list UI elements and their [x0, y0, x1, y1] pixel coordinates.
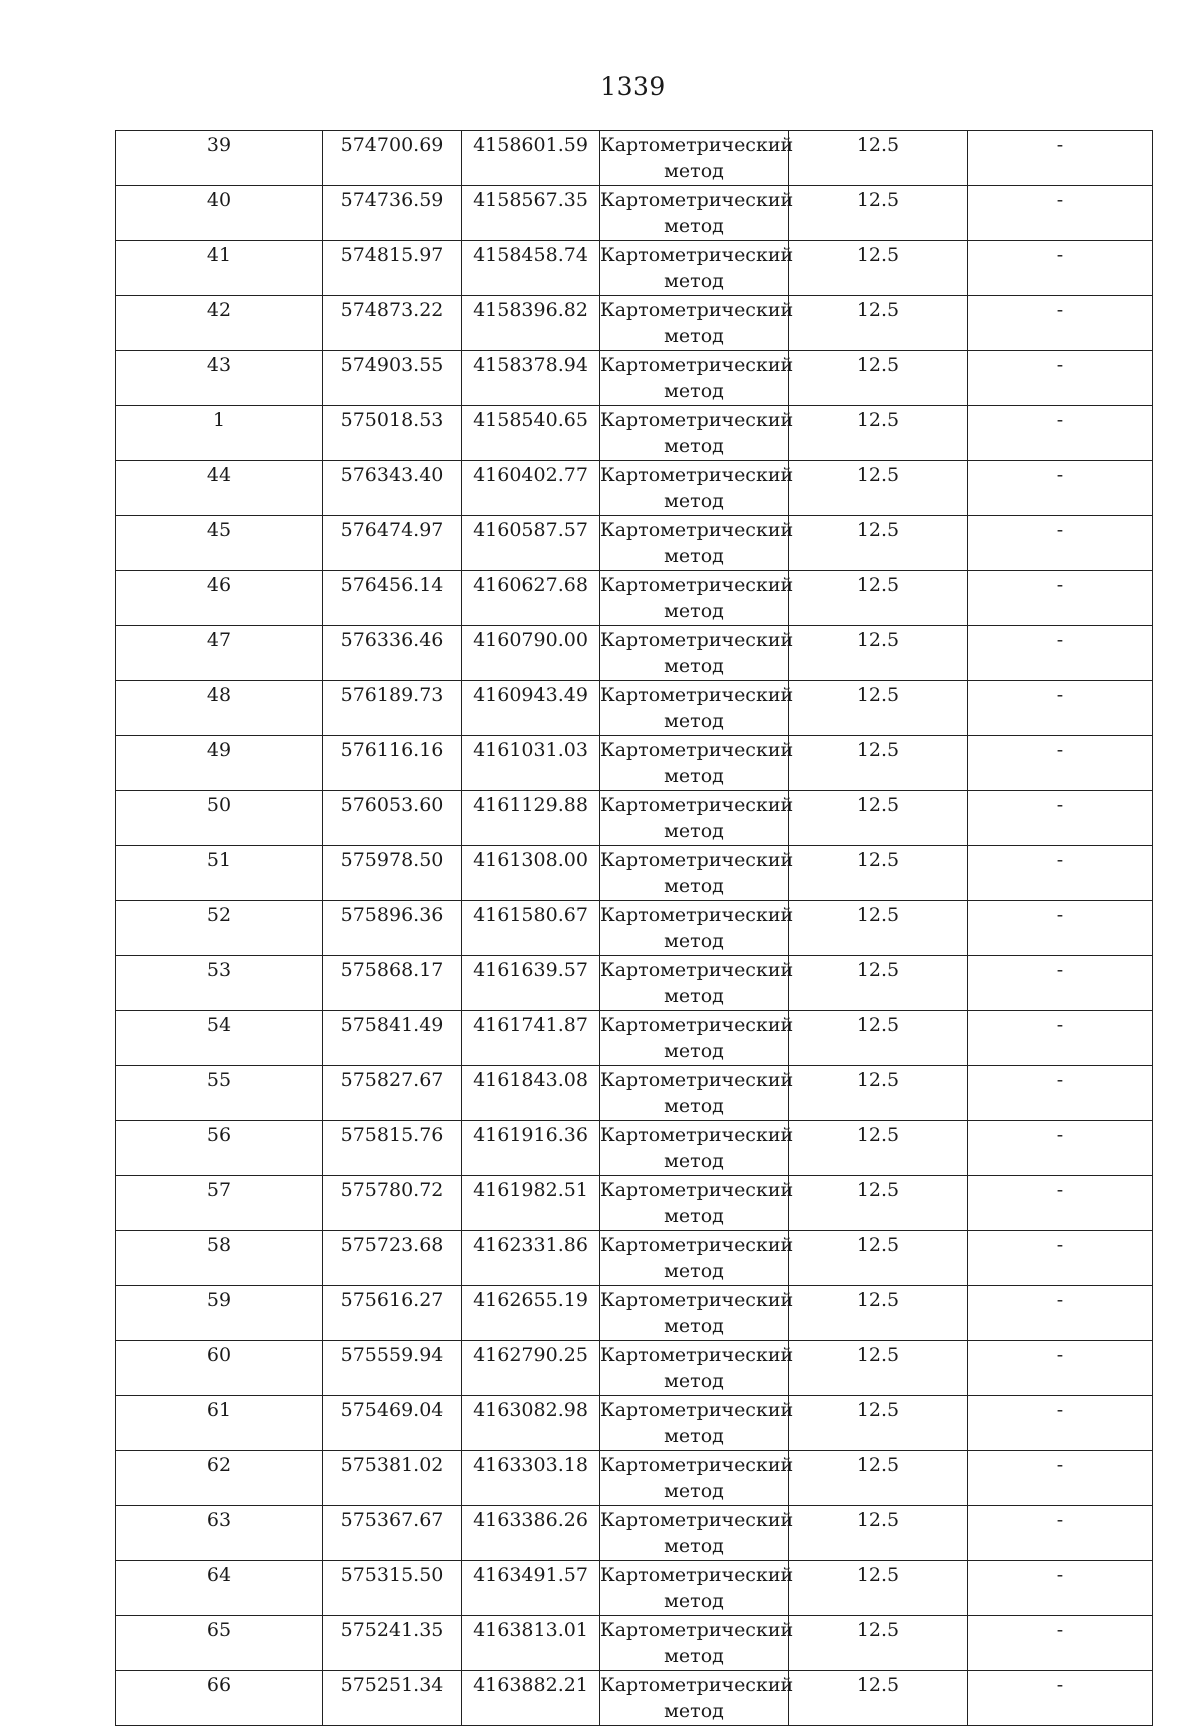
x-coordinate-cell: 575251.34	[323, 1671, 462, 1726]
note-cell: -	[968, 1396, 1153, 1451]
x-coordinate-cell: 574903.55	[323, 351, 462, 406]
method-cell: Картометрический метод	[600, 846, 789, 901]
y-coordinate-cell: 4163303.18	[462, 1451, 600, 1506]
note-cell: -	[968, 901, 1153, 956]
note-cell: -	[968, 1671, 1153, 1726]
x-coordinate-cell: 575616.27	[323, 1286, 462, 1341]
point-number-cell: 55	[116, 1066, 323, 1121]
point-number-cell: 50	[116, 791, 323, 846]
y-coordinate-cell: 4161982.51	[462, 1176, 600, 1231]
x-coordinate-cell: 574736.59	[323, 186, 462, 241]
y-coordinate-cell: 4161843.08	[462, 1066, 600, 1121]
accuracy-cell: 12.5	[789, 1286, 968, 1341]
point-number-cell: 60	[116, 1341, 323, 1396]
method-cell: Картометрический метод	[600, 736, 789, 791]
accuracy-cell: 12.5	[789, 1451, 968, 1506]
accuracy-cell: 12.5	[789, 736, 968, 791]
point-number-cell: 65	[116, 1616, 323, 1671]
x-coordinate-cell: 575815.76	[323, 1121, 462, 1176]
coordinates-table-body	[116, 131, 1153, 1726]
y-coordinate-cell: 4161129.88	[462, 791, 600, 846]
point-number-cell: 58	[116, 1231, 323, 1286]
y-coordinate-cell: 4163082.98	[462, 1396, 600, 1451]
point-number-cell: 57	[116, 1176, 323, 1231]
point-number-cell: 47	[116, 626, 323, 681]
table-row	[116, 1616, 1153, 1671]
point-number-cell: 66	[116, 1671, 323, 1726]
method-cell: Картометрический метод	[600, 1011, 789, 1066]
point-number-cell: 51	[116, 846, 323, 901]
point-number-cell: 48	[116, 681, 323, 736]
method-cell: Картометрический метод	[600, 131, 789, 186]
note-cell: -	[968, 736, 1153, 791]
accuracy-cell: 12.5	[789, 681, 968, 736]
method-cell: Картометрический метод	[600, 1066, 789, 1121]
table-row	[116, 241, 1153, 296]
note-cell: -	[968, 846, 1153, 901]
table-row	[116, 296, 1153, 351]
table-row	[116, 681, 1153, 736]
y-coordinate-cell: 4160402.77	[462, 461, 600, 516]
point-number-cell: 54	[116, 1011, 323, 1066]
y-coordinate-cell: 4158567.35	[462, 186, 600, 241]
y-coordinate-cell: 4158540.65	[462, 406, 600, 461]
y-coordinate-cell: 4162790.25	[462, 1341, 600, 1396]
x-coordinate-cell: 575841.49	[323, 1011, 462, 1066]
table-row	[116, 1011, 1153, 1066]
method-cell: Картометрический метод	[600, 1396, 789, 1451]
table-row	[116, 186, 1153, 241]
accuracy-cell: 12.5	[789, 296, 968, 351]
table-row	[116, 1561, 1153, 1616]
x-coordinate-cell: 576053.60	[323, 791, 462, 846]
method-cell: Картометрический метод	[600, 461, 789, 516]
accuracy-cell: 12.5	[789, 1231, 968, 1286]
x-coordinate-cell: 576189.73	[323, 681, 462, 736]
coordinates-table	[115, 130, 1153, 1726]
accuracy-cell: 12.5	[789, 241, 968, 296]
method-cell: Картометрический метод	[600, 956, 789, 1011]
method-cell: Картометрический метод	[600, 296, 789, 351]
y-coordinate-cell: 4163491.57	[462, 1561, 600, 1616]
point-number-cell: 41	[116, 241, 323, 296]
note-cell: -	[968, 406, 1153, 461]
note-cell: -	[968, 1286, 1153, 1341]
table-row	[116, 571, 1153, 626]
point-number-cell: 39	[116, 131, 323, 186]
table-row	[116, 1121, 1153, 1176]
y-coordinate-cell: 4163386.26	[462, 1506, 600, 1561]
y-coordinate-cell: 4158396.82	[462, 296, 600, 351]
accuracy-cell: 12.5	[789, 1176, 968, 1231]
point-number-cell: 62	[116, 1451, 323, 1506]
accuracy-cell: 12.5	[789, 406, 968, 461]
x-coordinate-cell: 575469.04	[323, 1396, 462, 1451]
x-coordinate-cell: 576116.16	[323, 736, 462, 791]
x-coordinate-cell: 576474.97	[323, 516, 462, 571]
accuracy-cell: 12.5	[789, 1066, 968, 1121]
table-row	[116, 351, 1153, 406]
y-coordinate-cell: 4161639.57	[462, 956, 600, 1011]
point-number-cell: 53	[116, 956, 323, 1011]
table-row	[116, 626, 1153, 681]
point-number-cell: 1	[116, 406, 323, 461]
note-cell: -	[968, 516, 1153, 571]
y-coordinate-cell: 4163813.01	[462, 1616, 600, 1671]
note-cell: -	[968, 461, 1153, 516]
y-coordinate-cell: 4160790.00	[462, 626, 600, 681]
y-coordinate-cell: 4160627.68	[462, 571, 600, 626]
table-row	[116, 901, 1153, 956]
note-cell: -	[968, 1616, 1153, 1671]
method-cell: Картометрический метод	[600, 901, 789, 956]
point-number-cell: 40	[116, 186, 323, 241]
x-coordinate-cell: 575868.17	[323, 956, 462, 1011]
x-coordinate-cell: 576343.40	[323, 461, 462, 516]
method-cell: Картометрический метод	[600, 1231, 789, 1286]
y-coordinate-cell: 4161916.36	[462, 1121, 600, 1176]
note-cell: -	[968, 1121, 1153, 1176]
table-row	[116, 736, 1153, 791]
table-row	[116, 1176, 1153, 1231]
x-coordinate-cell: 575896.36	[323, 901, 462, 956]
method-cell: Картометрический метод	[600, 351, 789, 406]
method-cell: Картометрический метод	[600, 1341, 789, 1396]
y-coordinate-cell: 4160943.49	[462, 681, 600, 736]
note-cell: -	[968, 241, 1153, 296]
method-cell: Картометрический метод	[600, 1616, 789, 1671]
accuracy-cell: 12.5	[789, 461, 968, 516]
accuracy-cell: 12.5	[789, 846, 968, 901]
table-row	[116, 1671, 1153, 1726]
method-cell: Картометрический метод	[600, 626, 789, 681]
point-number-cell: 42	[116, 296, 323, 351]
x-coordinate-cell: 575559.94	[323, 1341, 462, 1396]
accuracy-cell: 12.5	[789, 351, 968, 406]
y-coordinate-cell: 4158601.59	[462, 131, 600, 186]
x-coordinate-cell: 575241.35	[323, 1616, 462, 1671]
method-cell: Картометрический метод	[600, 186, 789, 241]
x-coordinate-cell: 575827.67	[323, 1066, 462, 1121]
method-cell: Картометрический метод	[600, 681, 789, 736]
table-row	[116, 1231, 1153, 1286]
note-cell: -	[968, 1451, 1153, 1506]
accuracy-cell: 12.5	[789, 1121, 968, 1176]
y-coordinate-cell: 4161308.00	[462, 846, 600, 901]
table-row	[116, 846, 1153, 901]
note-cell: -	[968, 1066, 1153, 1121]
y-coordinate-cell: 4158458.74	[462, 241, 600, 296]
method-cell: Картометрический метод	[600, 1286, 789, 1341]
table-row	[116, 956, 1153, 1011]
note-cell: -	[968, 296, 1153, 351]
point-number-cell: 63	[116, 1506, 323, 1561]
x-coordinate-cell: 575315.50	[323, 1561, 462, 1616]
accuracy-cell: 12.5	[789, 626, 968, 681]
page-number: 1339	[600, 72, 666, 101]
method-cell: Картометрический метод	[600, 1176, 789, 1231]
accuracy-cell: 12.5	[789, 1561, 968, 1616]
x-coordinate-cell: 575381.02	[323, 1451, 462, 1506]
y-coordinate-cell: 4162331.86	[462, 1231, 600, 1286]
x-coordinate-cell: 576456.14	[323, 571, 462, 626]
note-cell: -	[968, 626, 1153, 681]
table-row	[116, 516, 1153, 571]
accuracy-cell: 12.5	[789, 186, 968, 241]
y-coordinate-cell: 4160587.57	[462, 516, 600, 571]
method-cell: Картометрический метод	[600, 406, 789, 461]
table-row	[116, 1506, 1153, 1561]
accuracy-cell: 12.5	[789, 1506, 968, 1561]
note-cell: -	[968, 956, 1153, 1011]
table-row	[116, 1396, 1153, 1451]
note-cell: -	[968, 186, 1153, 241]
x-coordinate-cell: 575367.67	[323, 1506, 462, 1561]
method-cell: Картометрический метод	[600, 241, 789, 296]
table-row	[116, 406, 1153, 461]
point-number-cell: 64	[116, 1561, 323, 1616]
y-coordinate-cell: 4163882.21	[462, 1671, 600, 1726]
note-cell: -	[968, 1011, 1153, 1066]
note-cell: -	[968, 1176, 1153, 1231]
method-cell: Картометрический метод	[600, 571, 789, 626]
note-cell: -	[968, 681, 1153, 736]
method-cell: Картометрический метод	[600, 1506, 789, 1561]
y-coordinate-cell: 4161580.67	[462, 901, 600, 956]
point-number-cell: 49	[116, 736, 323, 791]
y-coordinate-cell: 4161741.87	[462, 1011, 600, 1066]
y-coordinate-cell: 4162655.19	[462, 1286, 600, 1341]
y-coordinate-cell: 4161031.03	[462, 736, 600, 791]
accuracy-cell: 12.5	[789, 1616, 968, 1671]
y-coordinate-cell: 4158378.94	[462, 351, 600, 406]
x-coordinate-cell: 574700.69	[323, 131, 462, 186]
accuracy-cell: 12.5	[789, 571, 968, 626]
point-number-cell: 56	[116, 1121, 323, 1176]
accuracy-cell: 12.5	[789, 956, 968, 1011]
x-coordinate-cell: 574815.97	[323, 241, 462, 296]
accuracy-cell: 12.5	[789, 1011, 968, 1066]
point-number-cell: 43	[116, 351, 323, 406]
x-coordinate-cell: 575780.72	[323, 1176, 462, 1231]
point-number-cell: 44	[116, 461, 323, 516]
method-cell: Картометрический метод	[600, 1561, 789, 1616]
table-row	[116, 1066, 1153, 1121]
accuracy-cell: 12.5	[789, 791, 968, 846]
accuracy-cell: 12.5	[789, 1396, 968, 1451]
x-coordinate-cell: 575723.68	[323, 1231, 462, 1286]
table-row	[116, 1341, 1153, 1396]
table-row	[116, 791, 1153, 846]
table-row	[116, 461, 1153, 516]
point-number-cell: 61	[116, 1396, 323, 1451]
point-number-cell: 59	[116, 1286, 323, 1341]
method-cell: Картометрический метод	[600, 791, 789, 846]
point-number-cell: 52	[116, 901, 323, 956]
point-number-cell: 45	[116, 516, 323, 571]
method-cell: Картометрический метод	[600, 1451, 789, 1506]
note-cell: -	[968, 131, 1153, 186]
accuracy-cell: 12.5	[789, 1671, 968, 1726]
method-cell: Картометрический метод	[600, 1671, 789, 1726]
method-cell: Картометрический метод	[600, 1121, 789, 1176]
x-coordinate-cell: 575978.50	[323, 846, 462, 901]
accuracy-cell: 12.5	[789, 516, 968, 571]
x-coordinate-cell: 575018.53	[323, 406, 462, 461]
note-cell: -	[968, 1506, 1153, 1561]
x-coordinate-cell: 574873.22	[323, 296, 462, 351]
accuracy-cell: 12.5	[789, 131, 968, 186]
note-cell: -	[968, 571, 1153, 626]
note-cell: -	[968, 1231, 1153, 1286]
x-coordinate-cell: 576336.46	[323, 626, 462, 681]
method-cell: Картометрический метод	[600, 516, 789, 571]
table-row	[116, 1451, 1153, 1506]
accuracy-cell: 12.5	[789, 1341, 968, 1396]
note-cell: -	[968, 1341, 1153, 1396]
table-row	[116, 131, 1153, 186]
point-number-cell: 46	[116, 571, 323, 626]
note-cell: -	[968, 791, 1153, 846]
accuracy-cell: 12.5	[789, 901, 968, 956]
note-cell: -	[968, 1561, 1153, 1616]
table-row	[116, 1286, 1153, 1341]
note-cell: -	[968, 351, 1153, 406]
